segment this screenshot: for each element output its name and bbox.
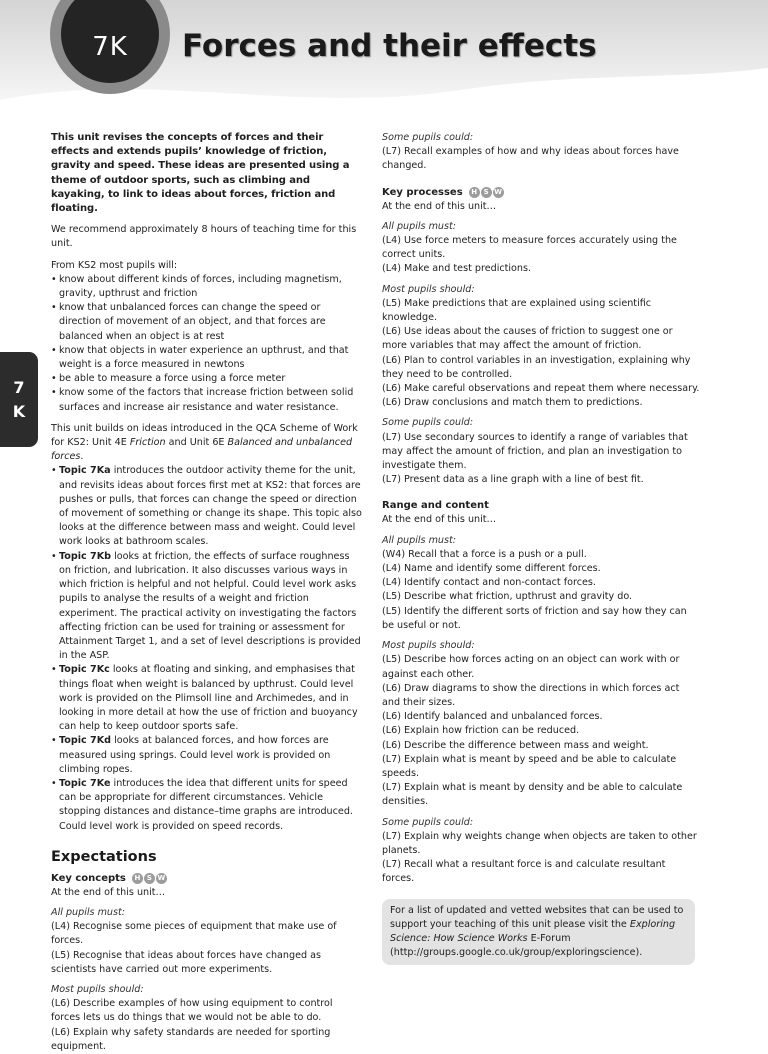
builds-on-paragraph [51,422,364,465]
key-concepts-must [51,906,364,977]
key-processes-must [382,220,700,277]
side-tab-line2: K [12,401,26,421]
list-item: (L7) Use secondary sources to identify a range of variables that may affect the amount of friction, and plan an investigation to investigate them. [382,431,688,472]
list-item: (L5) Identify the different sorts of friction and say how they can be useful or not. [382,605,687,631]
ks2-list [51,273,364,415]
list-item: (L5) Recognise that ideas about forces have changed as scientists have carried out more experiments. [51,949,322,975]
note-text: For a list of updated and vetted websites that can be used to support your teaching of this unit please visit the [390,904,684,930]
list-item: (L4) Use force meters to measure forces accurately using the correct units. [382,235,677,261]
forum-title: Exploring Science: How Science Works [390,918,676,944]
list-item: (L6) Identify balanced and unbalanced forces. [382,711,603,723]
list-item: (L7) Present data as a line graph with a line of best fit. [382,474,644,486]
side-tab-line1: 7 [13,377,25,397]
topic-name: Topic 7Ka [59,465,111,477]
range-must [382,534,700,633]
list-item: (L7) Explain why weights change when objects are taken to other planets. [382,830,697,856]
must-label: All pupils must: [51,906,126,918]
range-should [382,639,700,809]
list-item: (L6) Explain how friction can be reduced. [382,725,580,737]
list-item: (L6) Draw conclusions and match them to predictions. [382,397,643,409]
topic-name: Topic 7Kb [59,550,112,562]
could-label: Some pupils could: [382,816,474,828]
key-processes-lead: At the end of this unit… [382,200,497,212]
topic-list [51,464,364,833]
should-label: Most pupils should: [382,283,475,295]
key-concepts-lead: At the end of this unit… [51,886,166,898]
list-item: • know about different kinds of forces, including magnetism, gravity, upthrust and friction [51,273,364,301]
range-content-lead: At the end of this unit… [382,514,497,526]
right-column [382,131,700,965]
ks2-lead: From KS2 most pupils will: [51,259,178,271]
could-label: Some pupils could: [382,132,474,143]
builds-text: This unit builds on ideas introduced in the QCA Scheme of Work for KS2: Unit 4E [51,422,358,449]
key-processes-should [382,283,700,411]
must-label: All pupils must: [382,220,457,232]
list-item: • be able to measure a force using a force meter [51,372,364,386]
list-item: (L6) Explain why safety standards are needed for sporting equipment. [51,1026,331,1052]
list-item: (L7) Explain what is meant by speed and be able to calculate speeds. [382,753,677,779]
could-label: Some pupils could: [382,417,474,429]
list-item: (L4) Recognise some pieces of equipment that make use of forces. [51,921,337,947]
key-processes-heading [382,186,700,200]
topic-item [51,734,364,777]
side-tab [0,352,38,447]
range-content-heading: Range and content [382,500,489,512]
list-item: (L6) Make careful observations and repeat them where necessary. [382,383,700,395]
key-concepts-should [51,983,364,1054]
topic-item [51,550,364,664]
intro-paragraph: This unit revises the concepts of forces and their effects and extends pupils’ knowledge of friction, gravity and speed. These ideas are presented using a theme of outdoor sports, such as climbing and kayaking, to link to ideas about forces, friction and floating. [51,132,350,215]
list-item: (L5) Make predictions that are explained using scientific knowledge. [382,297,652,324]
list-item: • know that unbalanced forces can change the speed or direction of movement of an object, and that forces are balanced when an object is at rest [51,301,364,344]
topic-item [51,777,364,834]
range-could [382,816,700,887]
should-label: Most pupils should: [51,983,144,995]
list-item: (L5) Describe what friction, upthrust and gravity do. [382,591,633,603]
list-item: (L6) Plan to control variables in an investigation, explaining why they need to be controlled. [382,354,691,380]
key-processes-title: Key processes [382,186,463,198]
topic-name: Topic 7Kc [59,664,110,676]
topic-text: introduces the idea that different units for speed can be appropriate for different circumstances. Vehicle stopping distances and distance–time graphs are introduced. Could level work is provided on speed records. [59,777,353,832]
topic-text: introduces the outdoor activity theme for the unit, and revisits ideas about forces first met at KS2: that forces are pushes or pulls, that forces can change the speed or direction of movement of something or change its shape. This topic also looks at the difference between mass and weight. Could level work looks at bathroom scales. [59,465,362,548]
key-concepts-could [382,131,700,174]
list-item: (L7) Recall what a resultant force is and calculate resultant forces. [382,859,666,885]
expectations-heading: Expectations [51,848,157,865]
hsw-w-icon: W [157,874,166,883]
topic-name: Topic 7Kd [59,735,112,747]
builds-text: and Unit 6E [165,437,228,449]
unit-6e-title: Balanced and unbalanced forces [51,437,353,463]
note-text: E-Forum (http://groups.google.co.uk/group/exploringscience). [390,932,643,959]
list-item: (L4) Make and test predictions. [382,263,532,275]
unit-code: 7K [92,31,128,62]
key-processes-section [382,186,700,488]
must-label: All pupils must: [382,534,457,546]
list-item: • know that objects in water experience an upthrust, and that weight is a force measured in newtons [51,344,364,372]
topic-item [51,663,364,734]
list-item: (L6) Draw diagrams to show the directions in which forces act and their sizes. [382,682,680,708]
topic-text: looks at balanced forces, and how forces are measured using springs. Could level work is provided on climbing ropes. [59,735,331,775]
list-item: (L6) Use ideas about the causes of friction to suggest one or more variables that may affect the amount of friction. [382,326,673,352]
key-concepts-title: Key concepts [51,872,126,884]
list-item: (L6) Describe examples of how using equipment to control forces lets us do things that we would not be able to do. [51,998,333,1024]
hsw-icon [469,187,504,198]
hsw-h-icon: H [469,187,480,198]
range-content-section [382,499,700,886]
unit-4e-title: Friction [129,437,166,449]
topic-text: looks at friction, the effects of surface roughness on friction, and lubrication. It also discusses various ways in which friction is helpful and not helpful. Could level work asks pupils to analyse the results of a weight and friction experiment. The practical activity on investigating the factors affecting friction can be used for training or assessment for Attainment Target 1, and a set of level descriptions is provided in the ASP. [59,550,361,662]
key-processes-could [382,416,700,487]
hsw-h-icon: H [132,873,143,884]
list-item: (L5) Describe how forces acting on an object can work with or against each other. [382,654,680,680]
page-title: Forces and their effects [182,28,597,64]
teaching-time: We recommend approximately 8 hours of teaching time for this unit. [51,224,357,250]
list-item: (W4) Recall that a force is a push or a pull. [382,548,587,560]
list-item: (L4) Name and identify some different forces. [382,563,601,575]
list-item: (L4) Identify contact and non-contact forces. [382,577,596,589]
list-item: (L6) Describe the difference between mass and weight. [382,739,649,751]
hsw-s-icon: S [144,873,155,884]
hsw-s-icon: S [481,187,492,198]
list-item: (L7) Explain what is meant by density and be able to calculate densities. [382,782,683,808]
website-note-box [382,899,695,966]
list-item: (L7) Recall examples of how and why ideas about forces have changed. [382,146,679,172]
should-label: Most pupils should: [382,640,475,652]
topic-text: looks at floating and sinking, and emphasises that things float when weight is balanced by upthrust. Could level work is provided on the Plimsoll line and Archimedes, and in looking in more detail at how the use of friction and buoyancy can help to keep outdoor sports safe. [59,664,358,733]
list-item: • know some of the factors that increase friction between solid surfaces and increase air resistance and water resistance. [51,386,364,414]
left-column [51,131,364,1054]
hsw-icon [132,873,167,884]
hsw-w-icon: W [494,188,503,197]
topic-name: Topic 7Ke [59,777,111,789]
topic-item [51,464,364,549]
builds-text: . [80,451,84,463]
website-note [390,904,686,961]
key-concepts-heading [51,872,364,886]
